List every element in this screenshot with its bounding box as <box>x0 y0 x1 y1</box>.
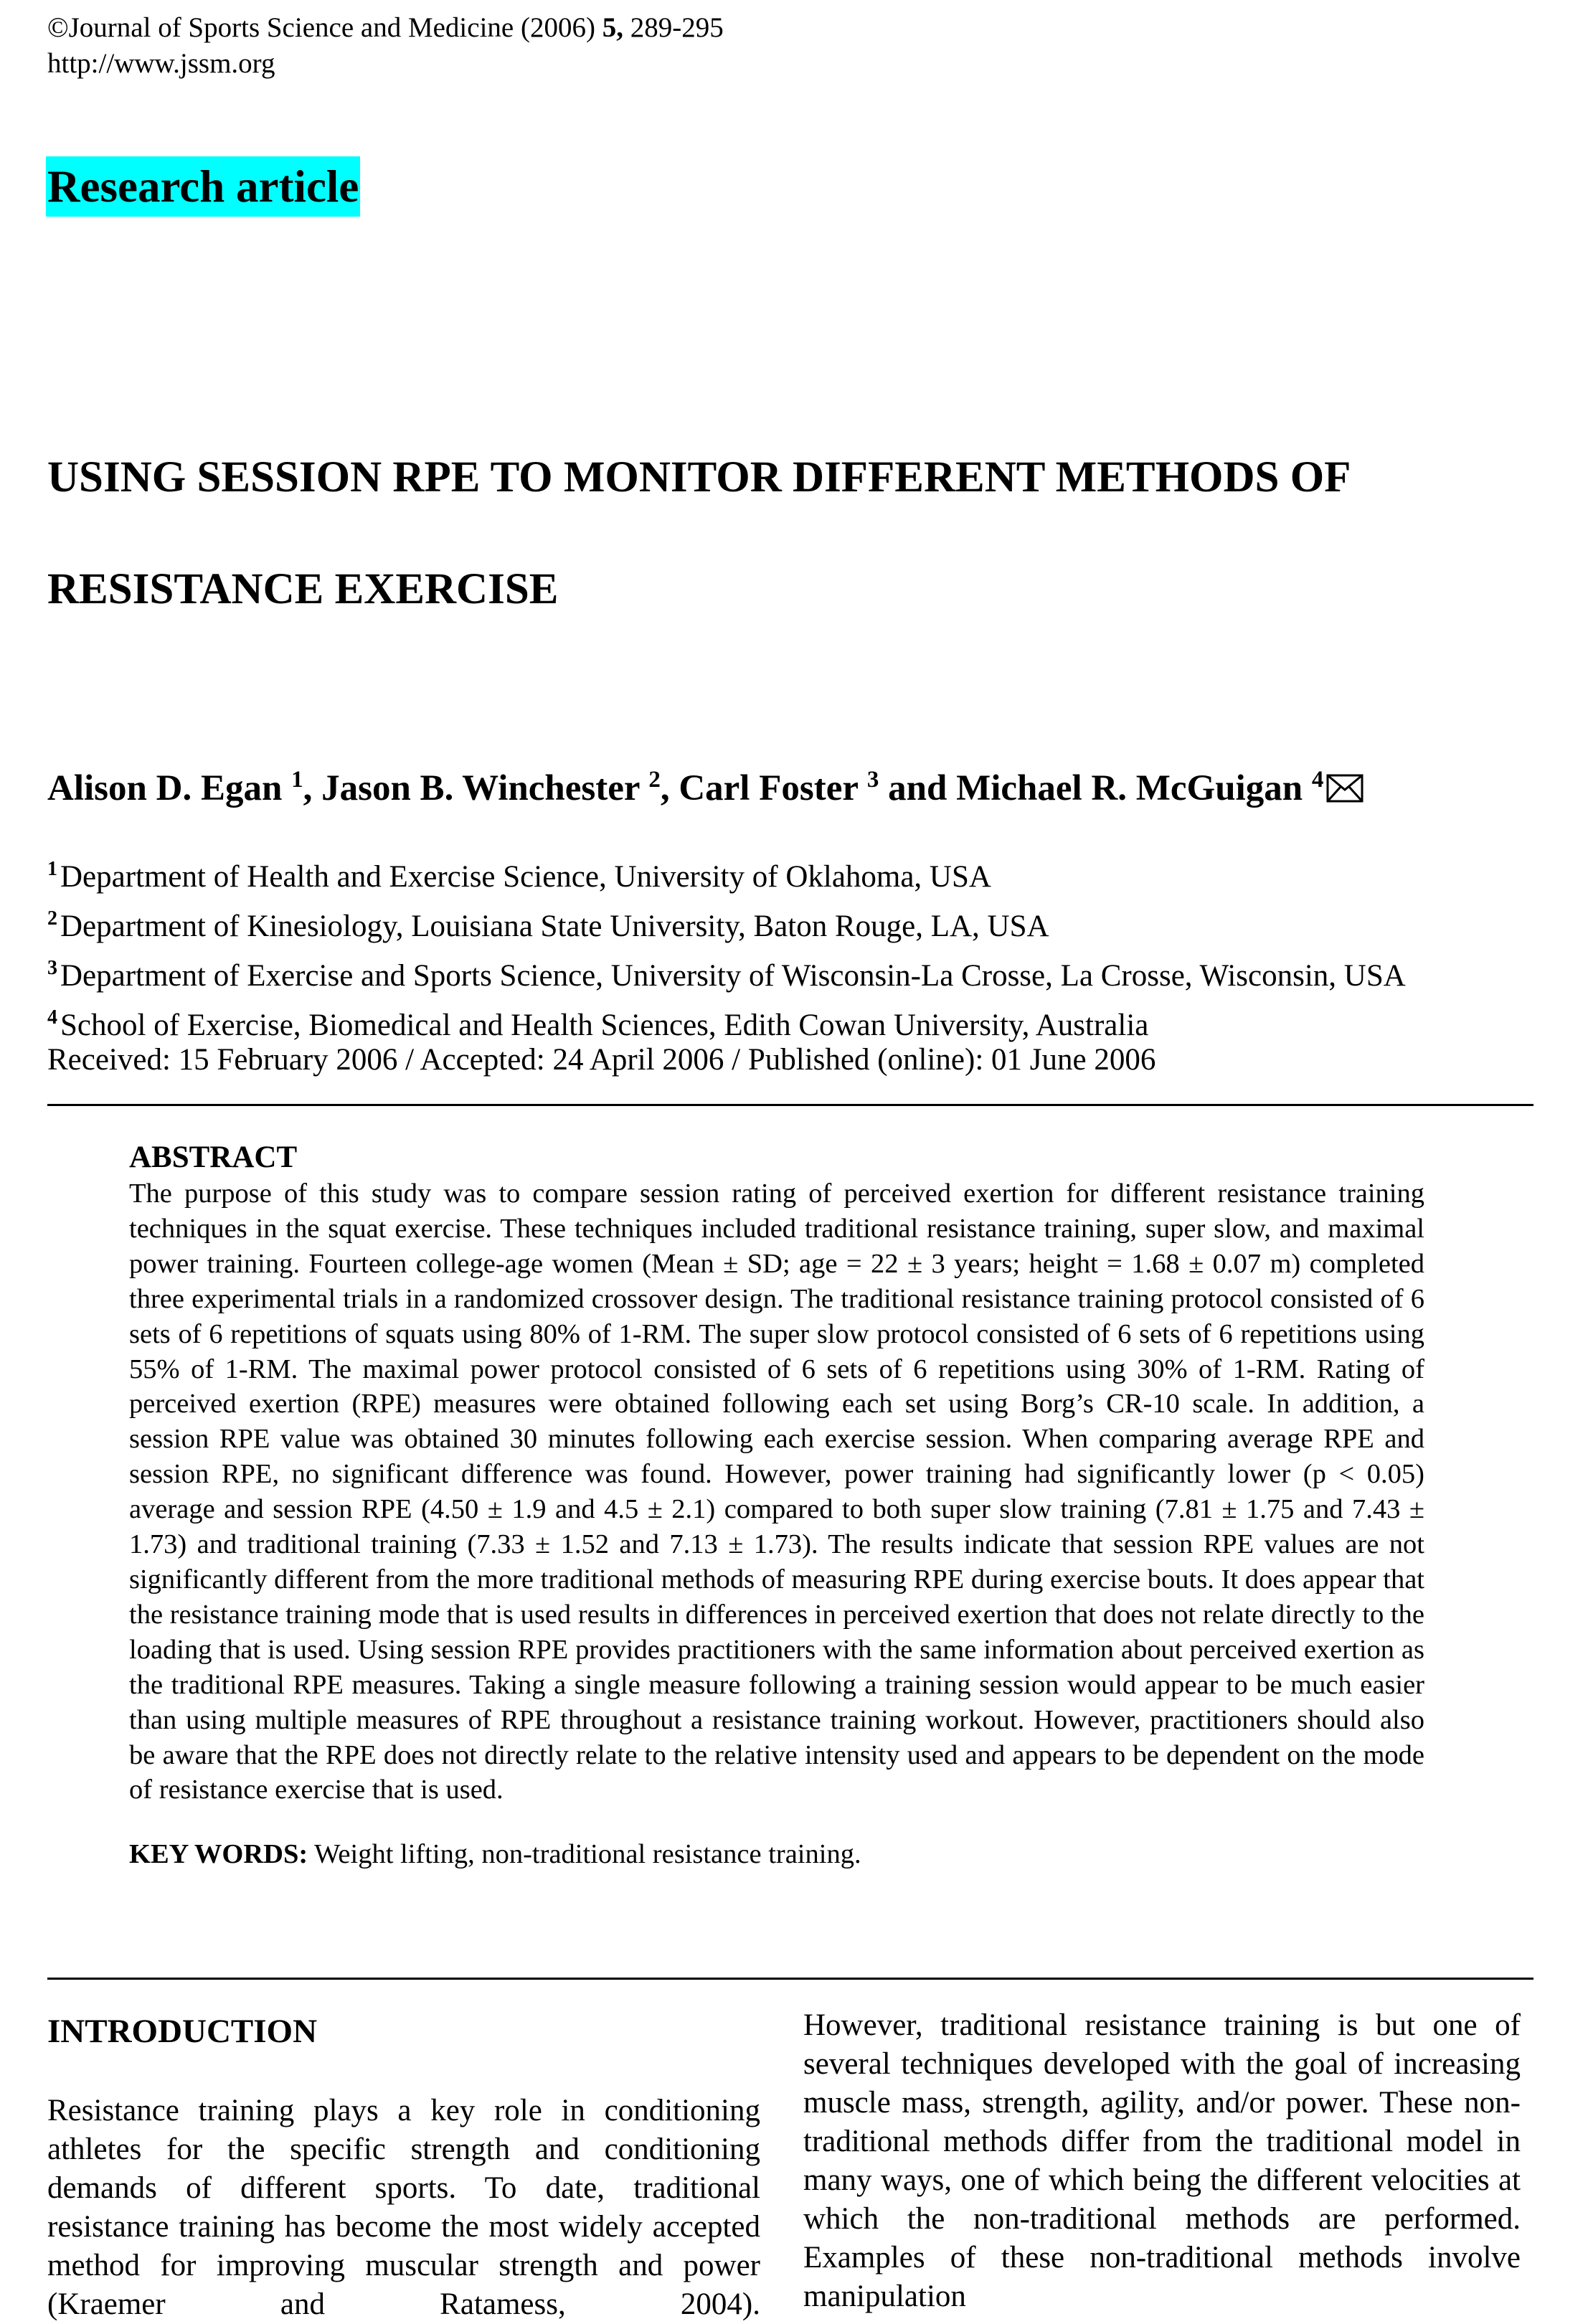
keywords <box>129 1836 1424 1872</box>
journal-url[interactable]: http://www.jssm.org <box>47 48 275 79</box>
keywords-label: KEY WORDS: <box>129 1839 308 1870</box>
affiliation-list <box>47 849 1406 1047</box>
author-name: Alison D. Egan <box>47 768 283 808</box>
author-affil-marker: 2 <box>648 767 661 793</box>
author-separator: , <box>303 768 322 808</box>
affiliation-item <box>47 898 1406 948</box>
affiliation-number: 3 <box>47 957 57 979</box>
introduction-left-column: Resistance training plays a key role in conditioning athletes for the specific strength and conditioning demands of different sports. To date, traditional resistance training has become the most widely accepted method for improving muscular strength and power (Kraemer and Ratamess, 2004). <box>47 2094 760 2321</box>
author-separator: and <box>879 768 957 808</box>
journal-volume: 5, <box>602 12 623 43</box>
author-affil-marker: 3 <box>866 767 879 793</box>
journal-name: ©Journal of Sports Science and Medicine (2006) <box>47 12 602 43</box>
journal-pages: 289-295 <box>623 12 724 43</box>
publication-dates: Received: 15 February 2006 / Accepted: 24 April 2006 / Published (online): 01 June 2006 <box>47 1043 1156 1077</box>
affiliation-text: Department of Exercise and Sports Science, University of Wisconsin-La Crosse, La Crosse, Wisconsin, USA <box>60 959 1406 993</box>
paper-title <box>47 422 1546 646</box>
affiliation-item <box>47 849 1406 898</box>
abstract-body: The purpose of this study was to compare session rating of perceived exertion for different resistance training techniques in the squat exercise. These techniques included traditional resistance training, super slow, and maximal power training. Fourteen college-age women (Mean ± SD; age = 22 ± 3 years; height = 1.68 ± 0.07 m) completed three experimental trials in a randomized crossover design. The traditional resistance training protocol consisted of 6 sets of 6 repetitions of squats using 80% of 1-RM. The super slow protocol consisted of 6 sets of 6 repetitions using 55% of 1-RM. The maximal power protocol consisted of 6 sets of 6 repetitions using 30% of 1-RM. Rating of perceived exertion (RPE) measures were obtained following each set using Borg’s CR-10 scale. In addition, a session RPE value was obtained 30 minutes following each exercise session. When comparing average RPE and session RPE, no significant difference was found. However, power training had significantly lower (p < 0.05) average and session RPE (4.50 ± 1.9 and 4.5 ± 2.1) compared to both super slow training (7.81 ± 1.75 and 7.43 ± 1.73) and traditional training (7.33 ± 1.52 and 7.13 ± 1.73). The results indicate that session RPE values are not significantly different from the more traditional methods of measuring RPE during exercise bouts. It does appear that the resistance training mode that is used results in differences in perceived exertion that does not relate directly to the loading that is used. Using session RPE provides practitioners with the same information about perceived exertion as the traditional RPE measures. Taking a single measure following a training session would appear to be much easier than using multiple measures of RPE throughout a resistance training workout. However, practitioners should also be aware that the RPE does not directly relate to the relative intensity used and appears to be dependent on the mode of resistance exercise that is used. <box>129 1178 1424 1805</box>
author-name: Carl Foster <box>679 768 859 808</box>
introduction-heading: INTRODUCTION <box>47 2013 318 2050</box>
affiliation-text: Department of Kinesiology, Louisiana State University, Baton Rouge, LA, USA <box>60 910 1049 943</box>
affiliation-number: 4 <box>47 1006 57 1029</box>
divider-bottom <box>47 1978 1533 1980</box>
affiliation-number: 2 <box>47 907 57 930</box>
email-icon[interactable] <box>1326 762 1363 820</box>
author-affil-marker: 1 <box>291 767 303 793</box>
author-name: Jason B. Winchester <box>321 768 640 808</box>
author-list <box>47 751 1363 820</box>
affiliation-text: School of Exercise, Biomedical and Health Sciences, Edith Cowan University, Australia <box>60 1009 1149 1042</box>
author-name: Michael R. McGuigan <box>956 768 1303 808</box>
keywords-text: Weight lifting, non-traditional resistance training. <box>308 1839 861 1870</box>
author-affil-marker: 4 <box>1311 767 1324 793</box>
abstract-heading: ABSTRACT <box>129 1140 298 1174</box>
journal-header <box>47 10 724 82</box>
abstract-section <box>129 1139 1424 1872</box>
affiliation-number: 1 <box>47 858 57 880</box>
author-separator: , <box>660 768 679 808</box>
article-type-badge: Research article <box>46 156 360 217</box>
introduction-right-column: However, traditional resistance training is but one of several techniques developed with the goal of increasing muscle mass, strength, agility, and/or power. These non-traditional methods differ from the traditional model in many ways, one of which being the different velocities at which the non-traditional methods are performed. Examples of these non-traditional methods involve manipulation <box>803 2008 1521 2313</box>
journal-citation <box>47 10 724 46</box>
paper-title-line-1: USING SESSION RPE TO MONITOR DIFFERENT METHODS OF <box>47 453 1351 501</box>
affiliation-item <box>47 948 1406 997</box>
paper-title-line-2: RESISTANCE EXERCISE <box>47 565 559 613</box>
affiliation-text: Department of Health and Exercise Science, University of Oklahoma, USA <box>60 860 991 894</box>
divider-top <box>47 1104 1533 1106</box>
